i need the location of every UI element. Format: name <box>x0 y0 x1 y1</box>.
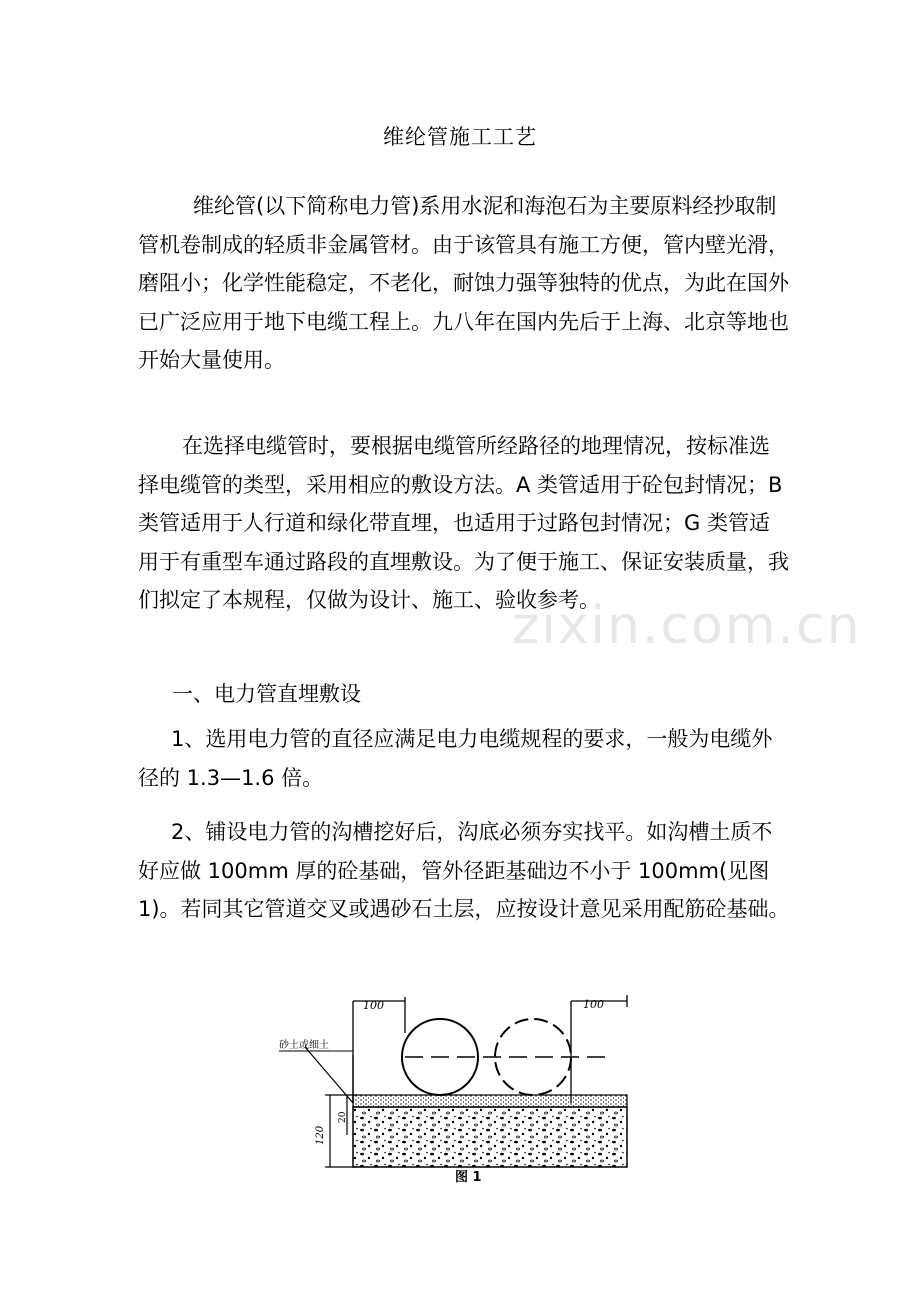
watermark: zixin.com.cn <box>512 596 862 656</box>
paragraph-selection: 在选择电缆管时，要根据电缆管所经路径的地理情况，按标准选择电缆管的类型，采用相应的敷设方法。A 类管适用于砼包封情况；B 类管适用于人行道和绿化带直埋，也适用于过路包封情况；G 类管适用于有重型车通过路段的直埋敷设。为了便于施工、保证安装质量，我们拟定了本规程，仅做为设计、施工、验收参考。 <box>138 434 789 612</box>
list-item: 1、选用电力管的直径应满足电力电缆规程的要求，一般为电缆外径的 1.3—1.6 倍。 <box>138 727 773 790</box>
concrete-base <box>353 1107 627 1167</box>
sand-layer <box>353 1095 627 1107</box>
figure-caption: 图 1 <box>455 1170 482 1185</box>
document-title: 维纶管施工工艺 <box>383 125 537 149</box>
label-soil: 砂土或细土 <box>279 1040 329 1051</box>
dimension-left-label: 100 <box>363 999 384 1012</box>
section-heading: 一、电力管直埋敷设 <box>172 682 361 706</box>
figure-1-diagram <box>275 995 635 1185</box>
list-item: 2、铺设电力管的沟槽挖好后，沟底必须夯实找平。如沟槽土质不好应做 100mm 厚的砼基础，管外径距基础边不小于 100mm(见图 1)。若同其它管道交叉或遇砂石土层，应按设计意见采用配筋砼基础。 <box>138 820 790 921</box>
dimension-20-label: 20 <box>338 1111 348 1123</box>
dimension-120-label: 120 <box>315 1125 326 1145</box>
pipe-dashed <box>495 1019 571 1095</box>
dimension-right-label: 100 <box>583 998 604 1011</box>
paragraph-intro: 维纶管(以下简称电力管)系用水泥和海泡石为主要原料经抄取制管机卷制成的轻质非金属管材。由于该管具有施工方便，管内壁光滑，磨阻小；化学性能稳定，不老化，耐蚀力强等独特的优点，为此在国外已广泛应用于地下电缆工程上。九八年在国内先后于上海、北京等地也开始大量使用。 <box>138 194 789 372</box>
dimension-right <box>571 995 627 1103</box>
